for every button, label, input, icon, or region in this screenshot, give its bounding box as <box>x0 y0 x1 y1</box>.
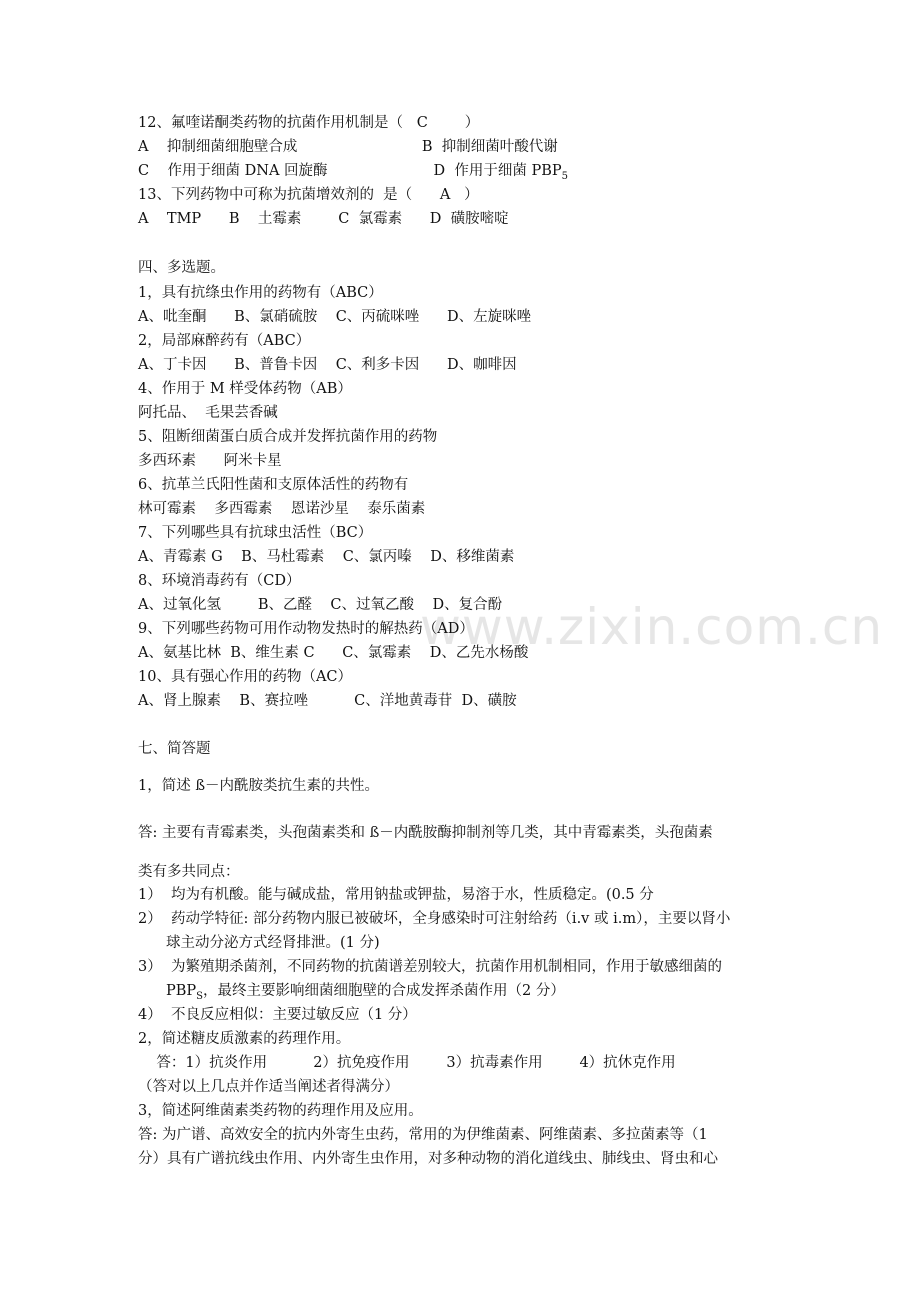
sa1-point2: 2） 药动学特征: 部分药物内服已被破坏，全身感染时可注射给药（i.v 或 i.m），主要以肾小 <box>138 911 731 927</box>
mc4-question: 4、作用于 M 样受体药物（AB） <box>138 381 352 397</box>
sa2-question: 2，简述糖皮质激素的药理作用。 <box>138 1031 351 1047</box>
mc7-question: 7、下列哪些具有抗球虫活性（BC） <box>138 525 373 541</box>
mc8-question: 8、环境消毒药有（CD） <box>138 573 301 589</box>
sa1-point3: 3） 为繁殖期杀菌剂，不同药物的抗菌谱差别较大，抗菌作用机制相同，作用于敏感细菌的 <box>138 959 722 975</box>
mc5-answer: 多西环素 阿米卡星 <box>138 453 282 469</box>
mc6-answer: 林可霉素 多西霉素 恩诺沙星 泰乐菌素 <box>138 501 426 517</box>
mc9-options: A、氨基比林 B、维生素 C C、氯霉素 D、乙先水杨酸 <box>138 645 529 661</box>
mc2-options: A、丁卡因 B、普鲁卡因 C、利多卡因 D、咖啡因 <box>138 357 517 373</box>
mc7-options: A、青霉素 G B、马杜霉素 C、氯丙嗪 D、移维菌素 <box>138 549 515 565</box>
sa1-answer-line2: 类有多共同点： <box>138 864 240 880</box>
sa1-point1: 1） 均为有机酸。能与碱成盐，常用钠盐或钾盐，易溶于水，性质稳定。(0.5 分 <box>138 887 654 903</box>
section-multiple-choice-heading: 四、多选题。 <box>138 260 225 276</box>
mc8-options: A、过氧化氢 B、乙醛 C、过氧乙酸 D、复合酚 <box>138 597 503 613</box>
sa1-question: 1，简述 ß－内酰胺类抗生素的共性。 <box>138 778 380 794</box>
sa1-point4: 4） 不良反应相似：主要过敏反应（1 分） <box>138 1007 417 1023</box>
mc10-question: 10、具有强心作用的药物（AC） <box>138 669 353 685</box>
sa1-answer-line1: 答: 主要有青霉素类，头孢菌素类和 ß－内酰胺酶抑制剂等几类，其中青霉素类，头孢菌素 <box>138 825 713 841</box>
watermark: www.zixin.com.cn <box>420 598 884 656</box>
mc5-question: 5、阻断细菌蛋白质合成并发挥抗菌作用的药物 <box>138 429 438 445</box>
q12-options-ab: A 抑制细菌细胞壁合成 B 抑制细菌叶酸代谢 <box>138 139 558 155</box>
sa1-point2-cont: 球主动分泌方式经肾排泄。(1 分) <box>166 935 380 951</box>
mc6-question: 6、抗革兰氏阳性菌和支原体活性的药物有 <box>138 477 409 493</box>
mc4-answer: 阿托品、 毛果芸香碱 <box>138 405 278 421</box>
mc10-options: A、肾上腺素 B、赛拉唑 C、洋地黄毒苷 D、磺胺 <box>138 693 517 709</box>
q13-question: 13、下列药物中可称为抗菌增效剂的 是（ A ） <box>138 187 479 203</box>
sa2-answer: 答：1）抗炎作用 2）抗免疫作用 3）抗毒素作用 4）抗休克作用 <box>138 1055 676 1071</box>
mc2-question: 2，局部麻醉药有（ABC） <box>138 333 311 349</box>
mc1-question: 1，具有抗绦虫作用的药物有（ABC） <box>138 285 383 301</box>
mc9-question: 9、下列哪些药物可用作动物发热时的解热药（AD） <box>138 621 474 637</box>
mc1-options: A、吡奎酮 B、氯硝硫胺 C、丙硫咪唑 D、左旋咪唑 <box>138 309 532 325</box>
sa2-note: （答对以上几点并作适当阐述者得满分） <box>138 1079 399 1095</box>
sa3-question: 3，简述阿维菌素类药物的药理作用及应用。 <box>138 1103 423 1119</box>
sa3-answer-line2: 分）具有广谱抗线虫作用、内外寄生虫作用，对多种动物的消化道线虫、肺线虫、肾虫和心 <box>138 1151 718 1167</box>
sa1-point3-cont: $PBP_S$，最终主要影响细菌细胞壁的合成发挥杀菌作用（2 分） <box>166 983 565 1002</box>
section-short-answer-heading: 七、简答题 <box>138 741 211 757</box>
q13-options: A TMP B 土霉素 C 氯霉素 D 磺胺嘧啶 <box>138 211 509 227</box>
q12-options-cd: C 作用于细菌 DNA 回旋酶 D 作用于细菌 $PBP_5$ <box>138 163 569 182</box>
sa3-answer-line1: 答: 为广谱、高效安全的抗内外寄生虫药，常用的为伊维菌素、阿维菌素、多拉菌素等（1 <box>138 1127 708 1143</box>
q12-question: 12、氟喹诺酮类药物的抗菌作用机制是（ C ） <box>138 115 480 131</box>
